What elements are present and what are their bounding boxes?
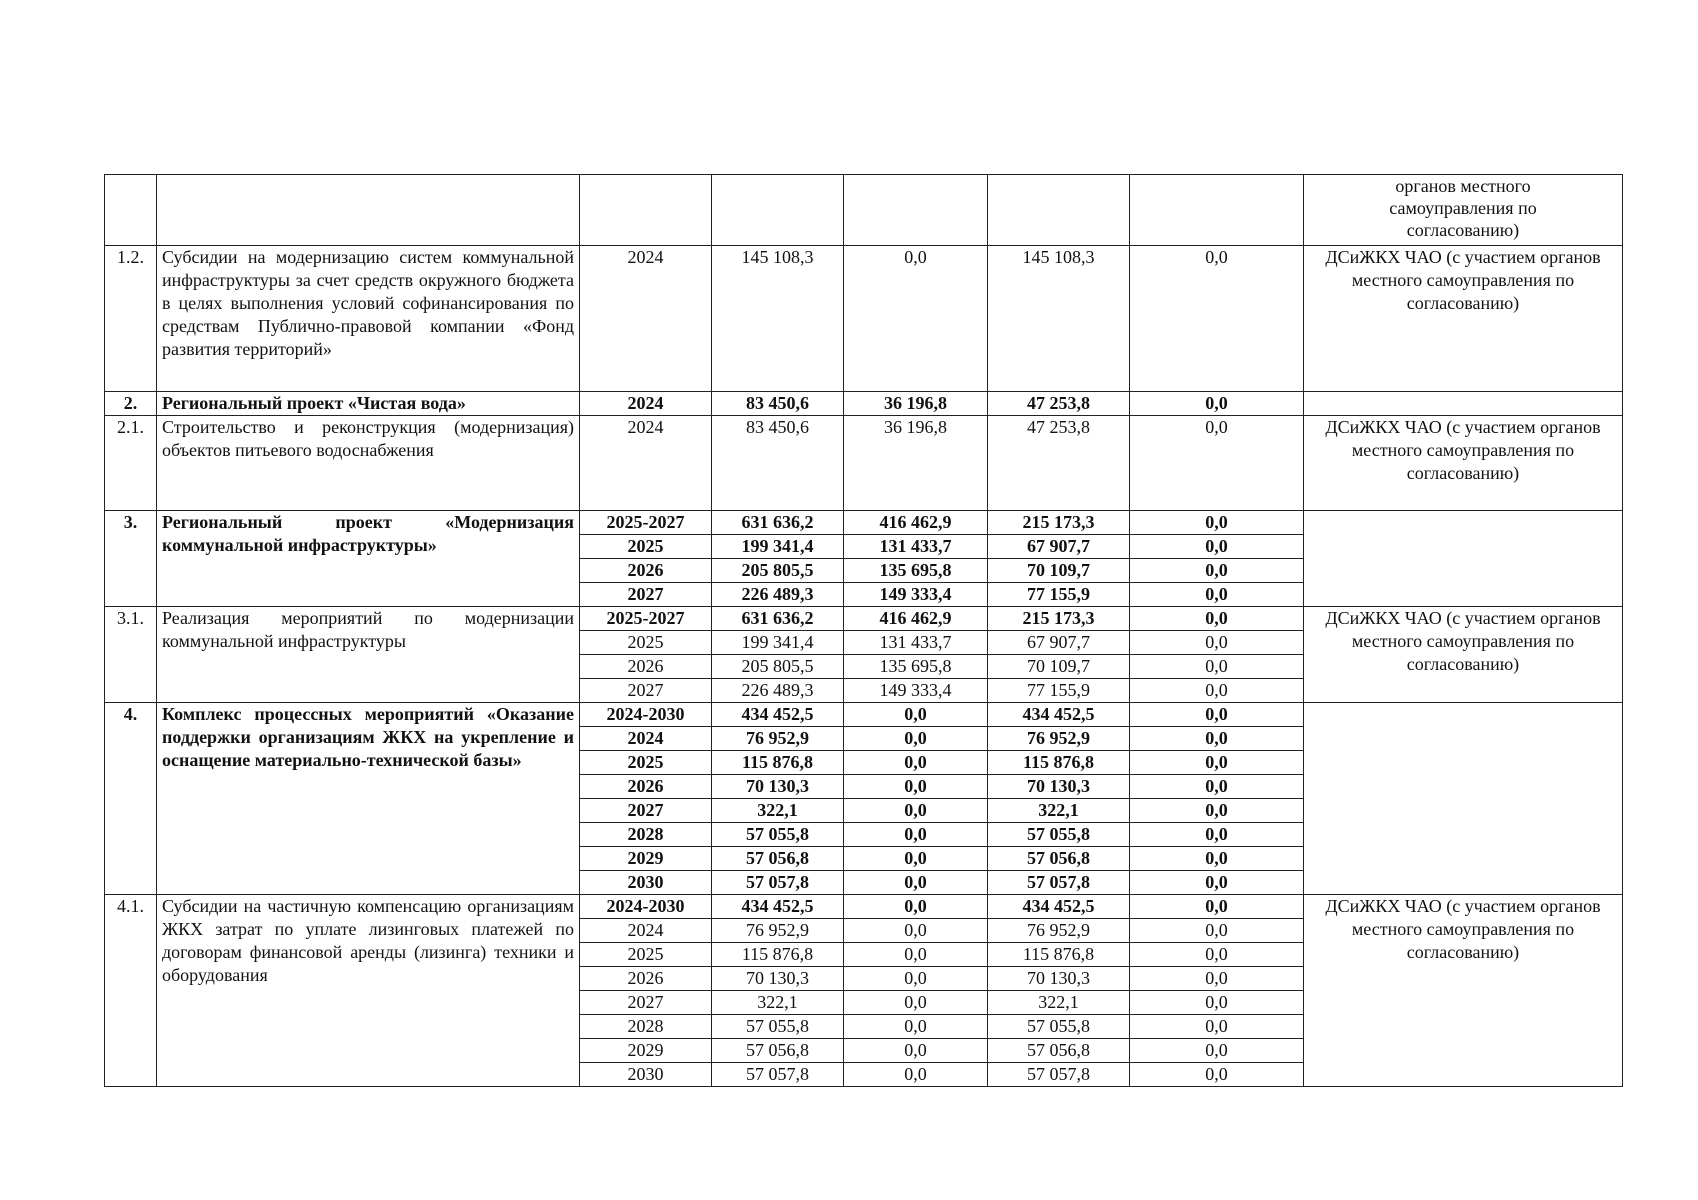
cell-col3: 0,0 [1130,703,1304,727]
cell-responsible [1304,175,1623,246]
cell-total: 57 055,8 [712,1015,844,1039]
cell-col1: 0,0 [844,967,988,991]
cell-col2: 70 130,3 [988,775,1130,799]
cell-year: 2026 [580,967,712,991]
cell-col2: 57 056,8 [988,847,1130,871]
cell-num: 4.1. [105,895,157,1087]
cell-col3: 0,0 [1130,799,1304,823]
cell-total: 322,1 [712,799,844,823]
cell-year: 2024 [580,246,712,392]
cell-total: 199 341,4 [712,631,844,655]
cell-col3: 0,0 [1130,967,1304,991]
cell-col1: 0,0 [844,991,988,1015]
cell-col1: 36 196,8 [844,416,988,511]
cell-col3: 0,0 [1130,1039,1304,1063]
cell-col1: 0,0 [844,246,988,392]
cell-total: 145 108,3 [712,246,844,392]
cell-col2: 67 907,7 [988,535,1130,559]
cell-total: 70 130,3 [712,967,844,991]
cell-col1: 36 196,8 [844,392,988,416]
table-row [105,703,1623,727]
cell-col3: 0,0 [1130,751,1304,775]
cell-col1: 135 695,8 [844,559,988,583]
cell-num: 1.2. [105,246,157,392]
cell-year: 2026 [580,559,712,583]
cell-total: 631 636,2 [712,511,844,535]
cell-col2: 115 876,8 [988,751,1130,775]
cell-total: 83 450,6 [712,392,844,416]
cell-col1: 0,0 [844,799,988,823]
cell-col3: 0,0 [1130,583,1304,607]
cell-total: 226 489,3 [712,679,844,703]
table-row [105,416,1623,511]
cell-year: 2025 [580,535,712,559]
cell-total: 115 876,8 [712,943,844,967]
cell-col3: 0,0 [1130,943,1304,967]
cell-col1: 0,0 [844,919,988,943]
cell-year: 2028 [580,1015,712,1039]
cell-col2: 47 253,8 [988,392,1130,416]
cell-col1: 0,0 [844,751,988,775]
cell-col2: 57 055,8 [988,823,1130,847]
cell-year: 2026 [580,775,712,799]
cell-year: 2024-2030 [580,895,712,919]
cell-year: 2029 [580,847,712,871]
cell-year: 2025 [580,943,712,967]
cell-total: 205 805,5 [712,655,844,679]
cell-col1: 149 333,4 [844,583,988,607]
cell-total: 83 450,6 [712,416,844,511]
cell-responsible [1304,511,1623,607]
cell-col3: 0,0 [1130,775,1304,799]
cell-total: 226 489,3 [712,583,844,607]
cell-col1: 149 333,4 [844,679,988,703]
cell-col1: 416 462,9 [844,511,988,535]
responsible-line: самоуправления по [1389,198,1537,218]
cell-year: 2024 [580,919,712,943]
cell-name: Субсидии на модернизацию систем коммунальной инфраструктуры за счет средств окружного бюджета в целях выполнения условий софинансирования по средствам Публично-правовой компании «Фонд развития территорий» [157,246,580,392]
cell-col1: 0,0 [844,847,988,871]
cell-total: 115 876,8 [712,751,844,775]
cell-total: 76 952,9 [712,727,844,751]
cell-col2: 145 108,3 [988,246,1130,392]
table-row [105,246,1623,392]
cell-col2: 77 155,9 [988,679,1130,703]
cell-col3: 0,0 [1130,1063,1304,1087]
cell-total: 70 130,3 [712,775,844,799]
cell-year: 2024 [580,392,712,416]
cell-col3: 0,0 [1130,919,1304,943]
cell-col2: 70 130,3 [988,967,1130,991]
table-row [105,511,1623,535]
cell-col1: 416 462,9 [844,607,988,631]
cell-col2: 77 155,9 [988,583,1130,607]
cell-col1: 0,0 [844,1015,988,1039]
cell-col1: 0,0 [844,871,988,895]
cell-num: 2. [105,392,157,416]
cell-year: 2026 [580,655,712,679]
cell-col3: 0,0 [1130,871,1304,895]
cell-col2: 215 173,3 [988,511,1130,535]
cell-year: 2027 [580,679,712,703]
responsible-line: согласованию) [1406,220,1520,240]
cell-name: Строительство и реконструкция (модернизация) объектов питьевого водоснабжения [157,416,580,511]
cell-total: 434 452,5 [712,895,844,919]
cell-col3: 0,0 [1130,559,1304,583]
cell-col3: 0,0 [1130,679,1304,703]
cell-col2: 322,1 [988,991,1130,1015]
cell-total: 322,1 [712,991,844,1015]
program-table [104,174,1623,1087]
cell-responsible [1304,392,1623,416]
cell-total [712,175,844,246]
cell-year: 2025 [580,631,712,655]
cell-num: 2.1. [105,416,157,511]
cell-year: 2027 [580,583,712,607]
cell-col1: 0,0 [844,895,988,919]
cell-col3: 0,0 [1130,1015,1304,1039]
cell-year: 2025 [580,751,712,775]
cell-year [580,175,712,246]
cell-num: 3. [105,511,157,607]
cell-col1: 131 433,7 [844,631,988,655]
cell-total: 205 805,5 [712,559,844,583]
cell-col2: 76 952,9 [988,919,1130,943]
cell-col3: 0,0 [1130,991,1304,1015]
cell-name: Региональный проект «Чистая вода» [157,392,580,416]
cell-name [157,175,580,246]
cell-responsible: ДСиЖКХ ЧАО (с участием органов местного самоуправления по согласованию) [1304,607,1623,703]
cell-col1: 0,0 [844,703,988,727]
cell-col3: 0,0 [1130,535,1304,559]
cell-col1: 0,0 [844,775,988,799]
cell-year: 2025-2027 [580,607,712,631]
cell-total: 199 341,4 [712,535,844,559]
cell-col2: 76 952,9 [988,727,1130,751]
cell-year: 2024 [580,727,712,751]
cell-year: 2029 [580,1039,712,1063]
cell-col2: 70 109,7 [988,559,1130,583]
cell-col2: 57 056,8 [988,1039,1130,1063]
cell-col3: 0,0 [1130,631,1304,655]
document-page [104,174,1622,1087]
cell-col3: 0,0 [1130,655,1304,679]
cell-col1: 135 695,8 [844,655,988,679]
cell-year: 2024-2030 [580,703,712,727]
cell-year: 2030 [580,871,712,895]
cell-col1: 0,0 [844,823,988,847]
cell-col3: 0,0 [1130,246,1304,392]
cell-col2: 67 907,7 [988,631,1130,655]
cell-total: 76 952,9 [712,919,844,943]
cell-num: 3.1. [105,607,157,703]
cell-col3 [1130,175,1304,246]
cell-responsible [1304,703,1623,895]
cell-total: 57 057,8 [712,1063,844,1087]
responsible-line: органов местного [1395,176,1531,196]
cell-col2: 215 173,3 [988,607,1130,631]
cell-year: 2028 [580,823,712,847]
cell-col3: 0,0 [1130,607,1304,631]
cell-col1: 0,0 [844,943,988,967]
cell-total: 57 056,8 [712,1039,844,1063]
cell-total: 57 057,8 [712,871,844,895]
cell-name: Региональный проект «Модернизация коммунальной инфраструктуры» [157,511,580,607]
cell-year: 2027 [580,991,712,1015]
cell-name: Комплекс процессных мероприятий «Оказание поддержки организациям ЖКХ на укрепление и оснащение материально-технической базы» [157,703,580,895]
table-row [105,392,1623,416]
cell-col2: 115 876,8 [988,943,1130,967]
cell-name: Реализация мероприятий по модернизации коммунальной инфраструктуры [157,607,580,703]
cell-year: 2024 [580,416,712,511]
cell-col2: 434 452,5 [988,703,1130,727]
cell-responsible: ДСиЖКХ ЧАО (с участием органов местного самоуправления по согласованию) [1304,416,1623,511]
cell-year: 2027 [580,799,712,823]
cell-col2: 434 452,5 [988,895,1130,919]
cell-col2: 57 057,8 [988,1063,1130,1087]
cell-col1: 0,0 [844,1063,988,1087]
cell-col2: 70 109,7 [988,655,1130,679]
cell-num [105,175,157,246]
cell-col3: 0,0 [1130,392,1304,416]
cell-col1: 131 433,7 [844,535,988,559]
cell-total: 57 055,8 [712,823,844,847]
cell-col1: 0,0 [844,1039,988,1063]
cell-num: 4. [105,703,157,895]
cell-col1 [844,175,988,246]
table-row [105,175,1623,246]
cell-col2: 322,1 [988,799,1130,823]
table-row [105,895,1623,919]
cell-year: 2025-2027 [580,511,712,535]
cell-col3: 0,0 [1130,823,1304,847]
cell-col3: 0,0 [1130,895,1304,919]
table-row [105,607,1623,631]
cell-total: 57 056,8 [712,847,844,871]
cell-col1: 0,0 [844,727,988,751]
cell-col2: 47 253,8 [988,416,1130,511]
cell-responsible: ДСиЖКХ ЧАО (с участием органов местного самоуправления по согласованию) [1304,246,1623,392]
cell-responsible: ДСиЖКХ ЧАО (с участием органов местного самоуправления по согласованию) [1304,895,1623,1087]
cell-col3: 0,0 [1130,511,1304,535]
cell-name: Субсидии на частичную компенсацию организациям ЖКХ затрат по уплате лизинговых платежей по договорам финансовой аренды (лизинга) техники и оборудования [157,895,580,1087]
cell-total: 631 636,2 [712,607,844,631]
cell-year: 2030 [580,1063,712,1087]
cell-col2: 57 057,8 [988,871,1130,895]
cell-total: 434 452,5 [712,703,844,727]
cell-col3: 0,0 [1130,727,1304,751]
cell-col2: 57 055,8 [988,1015,1130,1039]
cell-col2 [988,175,1130,246]
cell-col3: 0,0 [1130,416,1304,511]
cell-col3: 0,0 [1130,847,1304,871]
